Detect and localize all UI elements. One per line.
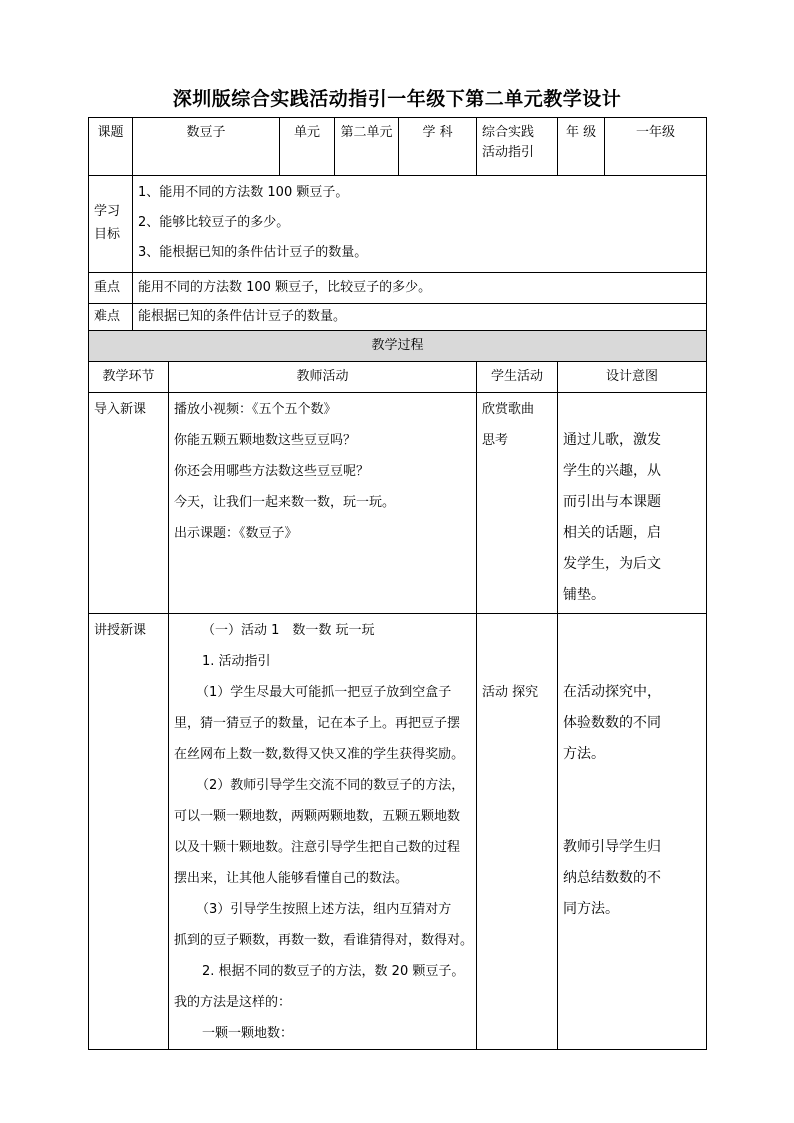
teacher-line: （1）学生尽最大可能抓一把豆子放到空盒子: [196, 685, 452, 700]
teacher-line: 播放小视频：《五个五个数》: [174, 402, 337, 417]
student-line: 欣赏歌曲: [482, 402, 535, 417]
goal-item: 1、能用不同的方法数 100 颗豆子。: [138, 185, 349, 200]
unit-label: 单元: [280, 118, 335, 176]
design-line: 发学生，为后文: [563, 556, 662, 572]
teacher-line: 你还会用哪些方法数这些豆豆呢？: [174, 464, 370, 479]
lesson-teacher: [169, 614, 477, 1050]
design-line: 学生的兴趣，从: [563, 463, 662, 479]
student-line: 思考: [482, 433, 509, 448]
teacher-line: 可以一颗一颗地数，两颗两颗地数，五颗五颗地数: [174, 809, 461, 824]
teacher-line: 2. 根据不同的数豆子的方法，数 20 颗豆子。: [202, 964, 465, 979]
section-new-lesson-row: [89, 614, 707, 1050]
goals-label-line-1: 学习: [94, 204, 121, 220]
goals-label: [89, 176, 133, 273]
subject-label: 学 科: [399, 118, 477, 176]
teacher-line: 在丝网布上数一数,数得又快又准的学生获得奖励。: [174, 747, 465, 762]
design-spacer: [563, 770, 701, 832]
col-student: 学生活动: [477, 362, 558, 393]
teacher-line: （3）引导学生按照上述方法，组内互猜对方: [196, 902, 452, 917]
teacher-line: 一颗一颗地数：: [202, 1026, 294, 1041]
teacher-line: 1. 活动指引: [202, 654, 271, 669]
design-line: 体验数数的不同: [563, 715, 662, 731]
design-line: 教师引导学生归: [563, 839, 662, 855]
topic-value: 数豆子: [133, 118, 280, 176]
design-line: 同方法。: [563, 901, 620, 917]
goal-item: 2、能够比较豆子的多少。: [138, 215, 290, 230]
difficulty-value: 能根据已知的条件估计豆子的数量。: [133, 304, 707, 331]
goals-row: [89, 176, 707, 273]
lesson-plan-table: [88, 117, 707, 1050]
design-line: 相关的话题，启: [563, 525, 662, 541]
design-line: 方法。: [563, 746, 606, 762]
unit-value: 第二单元: [335, 118, 399, 176]
col-teacher: 教师活动: [169, 362, 477, 393]
goals-label-line-2: 目标: [94, 227, 121, 242]
intro-teacher: [169, 393, 477, 614]
intro-student: [477, 393, 558, 614]
design-line: 在活动探究中，: [563, 684, 662, 700]
intro-stage: 导入新课: [89, 393, 169, 614]
teacher-line: 你能五颗五颗地数这些豆豆吗？: [174, 433, 357, 448]
header-row: [89, 118, 707, 176]
subject-value: [477, 118, 558, 176]
document-title: 深圳版综合实践活动指引一年级下第二单元教学设计: [172, 88, 622, 110]
subject-value-line-1: 综合实践: [482, 125, 535, 140]
design-line: 纳总结数数的不: [563, 870, 662, 886]
lesson-stage: 讲授新课: [89, 614, 169, 1050]
teacher-line: （2）教师引导学生交流不同的数豆子的方法，: [196, 778, 465, 793]
teacher-line: 出示课题：《数豆子》: [174, 526, 298, 541]
goals-content: [133, 176, 707, 273]
key-point-label: 重点: [89, 273, 133, 304]
teacher-line: 以及十颗十颗地数。注意引导学生把自己数的过程: [174, 840, 461, 855]
design-line: 通过儿歌，激发: [563, 432, 662, 448]
section-intro-row: [89, 393, 707, 614]
design-line: 而引出与本课题: [563, 494, 662, 510]
process-title-row: [89, 331, 707, 362]
col-stage: 教学环节: [89, 362, 169, 393]
grade-value: 一年级: [605, 118, 707, 176]
subject-value-line-2: 活动指引: [482, 144, 535, 160]
intro-design: [558, 393, 707, 614]
key-point-row: [89, 273, 707, 304]
teacher-line: （一）活动 1 数一数 玩一玩: [202, 623, 375, 638]
lesson-design: [558, 614, 707, 1050]
design-line: 铺垫。: [563, 587, 606, 603]
goal-item: 3、能根据已知的条件估计豆子的数量。: [138, 245, 368, 260]
teacher-line: 摆出来，让其他人能够看懂自己的数法。: [174, 871, 409, 886]
column-header-row: [89, 362, 707, 393]
grade-label: 年 级: [558, 118, 605, 176]
difficulty-row: [89, 304, 707, 331]
teacher-line: 抓到的豆子颗数，再数一数，看谁猜得对，数得对。: [174, 933, 474, 948]
process-title: 教学过程: [89, 331, 707, 362]
teacher-line: 今天，让我们一起来数一数，玩一玩。: [174, 495, 396, 510]
difficulty-label: 难点: [89, 304, 133, 331]
teacher-line: 我的方法是这样的：: [174, 995, 292, 1010]
lesson-student: 活动 探究: [477, 614, 558, 1050]
teacher-line: 里，猜一猜豆子的数量，记在本子上。再把豆子摆: [174, 716, 461, 731]
col-design: 设计意图: [558, 362, 707, 393]
topic-label: 课题: [89, 118, 133, 176]
key-point-value: 能用不同的方法数 100 颗豆子，比较豆子的多少。: [133, 273, 707, 304]
